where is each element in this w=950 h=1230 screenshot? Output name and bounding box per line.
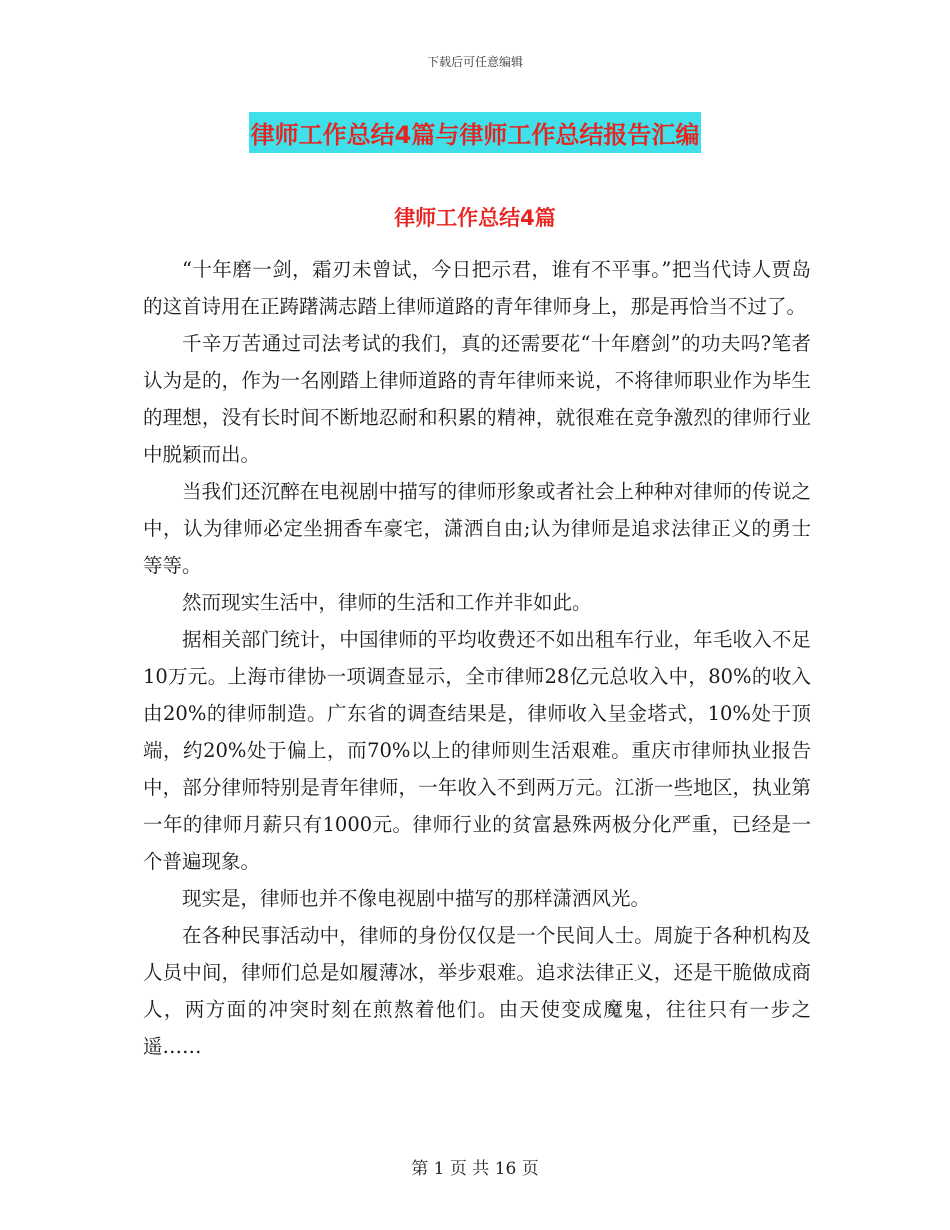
document-body xyxy=(143,251,811,1065)
paragraph: 当我们还沉醉在电视剧中描写的律师形象或者社会上种种对律师的传说之中，认为律师必定坐拥香车豪宅，潇洒自由;认为律师是追求法律正义的勇士等等。 xyxy=(143,480,811,577)
header-note: 下载后可任意编辑 xyxy=(426,55,523,69)
page-number-footer: 第 1 页 共 16 页 xyxy=(411,1159,539,1179)
paragraph: 在各种民事活动中，律师的身份仅仅是一个民间人士。周旋于各种机构及人员中间，律师们总是如履薄冰，举步艰难。追求法律正义，还是干脆做成商人，两方面的冲突时刻在煎熬着他们。由天使变成魔鬼，往往只有一步之遥…… xyxy=(143,924,811,1058)
paragraph: 现实是，律师也并不像电视剧中描写的那样潇洒风光。 xyxy=(182,887,651,910)
paragraph: 千辛万苦通过司法考试的我们，真的还需要花“十年磨剑”的功夫吗?笔者认为是的，作为一名刚踏上律师道路的青年律师来说，不将律师职业作为毕生的理想，没有长时间不断地忍耐和积累的精神，就很难在竞争激烈的律师行业中脱颖而出。 xyxy=(143,332,811,466)
document-title xyxy=(0,112,950,153)
paragraph: “十年磨一剑，霜刃未曾试，今日把示君，谁有不平事。”把当代诗人贾岛的这首诗用在正踌躇满志踏上律师道路的青年律师身上，那是再恰当不过了。 xyxy=(143,258,811,318)
paragraph: 据相关部门统计，中国律师的平均收费还不如出租车行业，年毛收入不足10万元。上海市律协一项调查显示，全市律师28亿元总收入中，80%的收入由20%的律师制造。广东省的调查结果是，律师收入呈金塔式，10%处于顶端，约20%处于偏上，而70%以上的律师则生活艰难。重庆市律师执业报告中，部分律师特别是青年律师，一年收入不到两万元。江浙一些地区，执业第一年的律师月薪只有1000元。律师行业的贫富悬殊两极分化严重，已经是一个普遍现象。 xyxy=(143,628,811,873)
paragraph: 然而现实生活中，律师的生活和工作并非如此。 xyxy=(182,591,592,614)
section-title: 律师工作总结4篇 xyxy=(394,206,556,230)
document-title-text: 律师工作总结4篇与律师工作总结报告汇编 xyxy=(249,112,702,153)
